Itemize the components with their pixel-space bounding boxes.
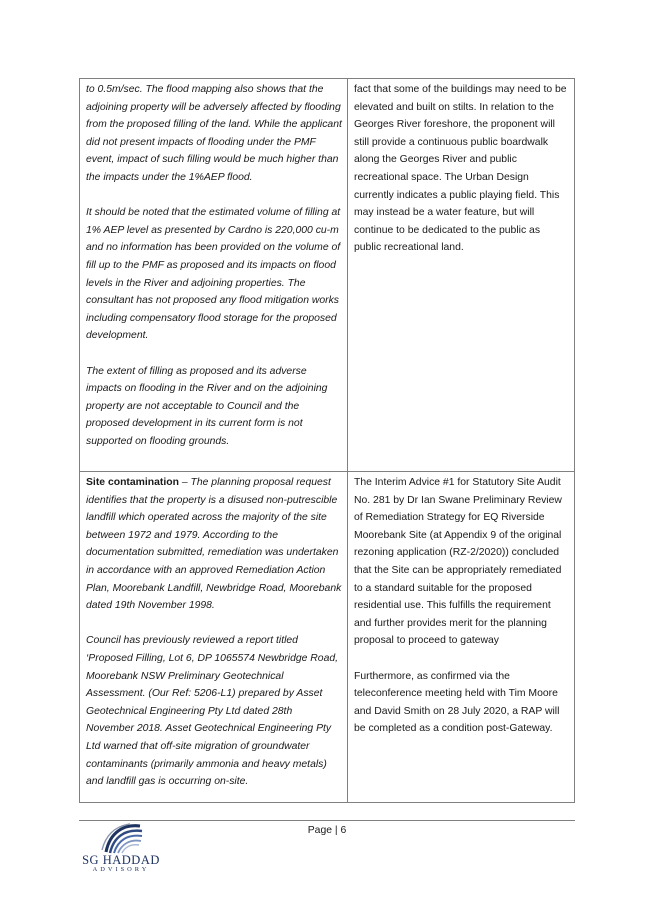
table-row [80,79,575,472]
paragraph-text: – The planning proposal request identifies that the property is a disused non-putrescible landfill which operated across the majority of the site between 1972 and 1979. According to the documentation submitted, remediation was undertaken in accordance with an approved Remediation Action Plan, Moorebank Landfill, Newbridge Road, Moorebank dated 19th November 1998. [86,477,342,612]
paragraph: to 0.5m/sec. The flood mapping also shows that the adjoining property will be adversely affected by flooding from the proposed filling of the land. While the applicant did not present impacts of flooding under the PMF event, impact of such filling would be much higher than the impacts under the 1%AEP flood. [86,84,342,183]
paragraph: The extent of filling as proposed and its adverse impacts on flooding in the River and on the adjoining property are not acceptable to Council and the proposed development in its current form is not supported on flooding grounds. [86,365,328,447]
paragraph: Furthermore, as confirmed via the teleconference meeting held with Tim Moore and David Smith on 28 July 2020, a RAP will be completed as a condition post-Gateway. [354,670,560,735]
paragraph [86,474,342,615]
proponent-response-cell [348,79,575,472]
page-number: Page | 6 [307,825,347,836]
table-row [80,472,575,803]
paragraph: fact that some of the buildings may need to be elevated and built on stilts. In relation to the Georges River foreshore, the proponent will still provide a continuous public boardwalk along the Georges River and public recreational space. The Urban Design currently indicates a public playing field. This may instead be a water feature, but will continue to be dedicated to the public as public recreational land. [354,84,567,254]
proponent-response-cell [348,472,575,803]
paragraph: The Interim Advice #1 for Statutory Site Audit No. 281 by Dr Ian Swane Preliminary Review of Remediation Strategy for EQ Riverside Moorebank Site (at Appendix 9 of the original rezoning application (RZ-2/2020)) concluded that the Site can be appropriately remediated to a standard suitable for the proposed residential use. This fulfills the requirement and further provides merit for the planning proposal to proceed to gateway [354,477,562,647]
logo-subtitle: ADVISORY [92,866,150,873]
council-comment-cell [80,79,348,472]
company-logo [82,822,160,874]
section-heading: Site contamination [86,477,179,488]
council-comment-cell [80,472,348,803]
response-table [79,78,575,803]
paragraph: It should be noted that the estimated volume of filling at 1% AEP level as presented by Cardno is 220,000 cu-m and no information has been provided on the volume of fill up to the PMF as proposed and its impacts on flood levels in the River and adjoining properties. The consultant has not proposed any flood mitigation works including compensatory flood storage for the proposed development. [86,207,341,342]
logo-name: SG HADDAD [82,853,160,867]
paragraph: Council has previously reviewed a report titled ‘Proposed Filling, Lot 6, DP 1065574 Newbridge Road, Moorebank NSW Preliminary Geotechnical Assessment. (Our Ref: 5206-L1) prepared by Asset Geotechnical Engineering Pty Ltd dated 28th November 2018. Asset Geotechnical Engineering Pty Ltd warned that off-site migration of groundwater contaminants (primarily ammonia and heavy metals) and landfill gas is occurring on-site. [86,635,339,788]
logo-globe-icon [96,822,146,854]
